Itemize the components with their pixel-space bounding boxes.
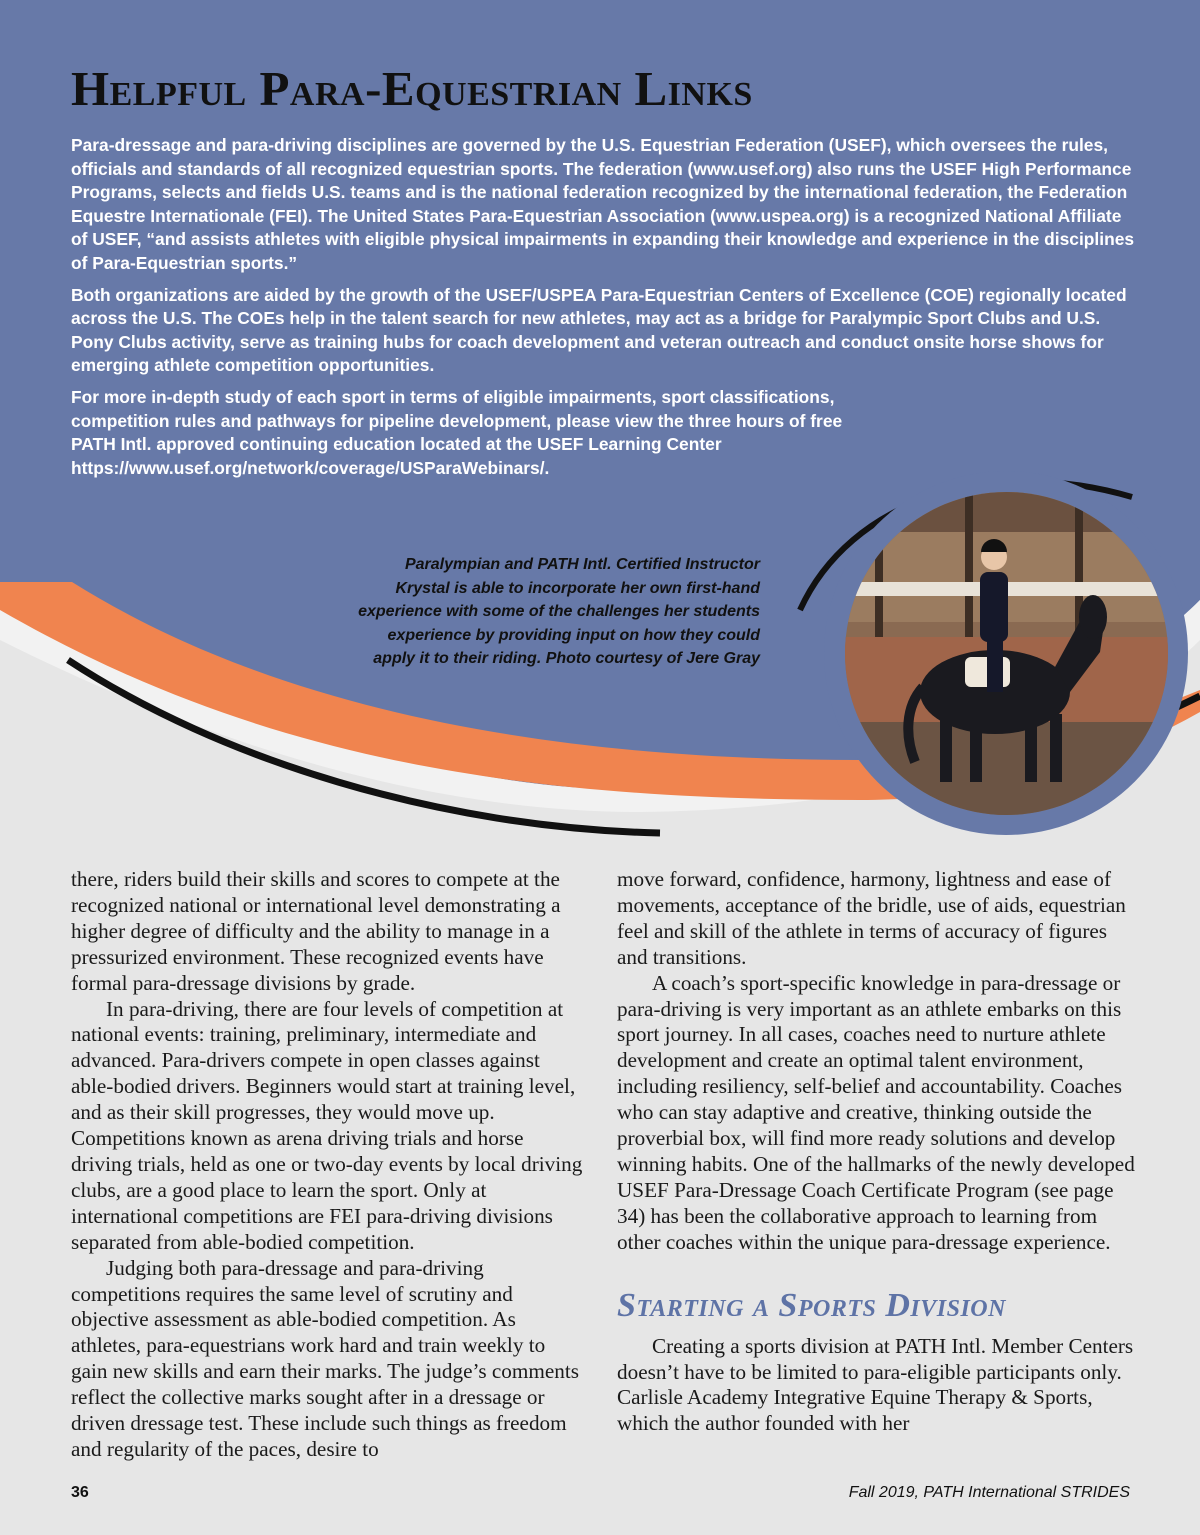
right-column (617, 867, 1142, 1437)
photo-caption: Paralympian and PATH Intl. Certified Instructor Krystal is able to incorporate her own first-hand experience with some of the challenges her students experience by providing input on how they could apply it to their riding. Photo courtesy of Jere Gray (358, 556, 760, 668)
section-heading: Starting a Sports Division (617, 1286, 1006, 1324)
body-paragraph: Judging both para-dressage and para-driving competitions requires the same level of scrutiny and objective assessment as able-bodied competition. As athletes, para-equestrians work hard and train weekly to gain new skills and earn their marks. The judge’s comments reflect the collective marks sought after in a dressage or driven dressage test. These include such things as freedom and regularity of the paces, desire to (71, 1255, 579, 1461)
body-paragraph: Creating a sports division at PATH Intl. Member Centers doesn’t have to be limited to para-eligible participants only. Carlisle Academy Integrative Equine Therapy & Sports, which the author founded with her (617, 1333, 1134, 1436)
body-paragraph: move forward, confidence, harmony, lightness and ease of movements, acceptance of the bridle, use of aids, equestrian feel and skill of the athlete in terms of accuracy of figures and transitions. (617, 867, 1126, 969)
body-paragraph: A coach’s sport-specific knowledge in para-dressage or para-driving is very important as an athlete embarks on this sport journey. In all cases, coaches need to nurture athlete development and create an optimal talent environment, including resiliency, self-belief and accountability. Coaches who can stay adaptive and creative, thinking outside the proverbial box, will find more ready solutions and develop winning habits. One of the hallmarks of the newly developed USEF Para-Dressage Coach Certificate Program (see page 34) has been the collaborative approach to learning from other coaches within the unique para-dressage experience. (617, 970, 1135, 1254)
running-head: Fall 2019, PATH International STRIDES (848, 1484, 1130, 1501)
rider-photo-illustration (845, 492, 1168, 815)
intro-paragraph: Para-dressage and para-driving disciplines are governed by the U.S. Equestrian Federation (USEF), which oversees the rules, officials and standards of all recognized equestrian sports. The federation (www.usef.org) also runs the USEF High Performance Programs, selects and fields U.S. teams and is the national federation recognized by the international federation, the Federation Equestre Internationale (FEI). The United States Para-Equestrian Association (www.uspea.org) is a recognized National Affiliate of USEF, “and assists athletes with eligible physical impairments in expanding their knowledge and experience in the disciplines of Para-Equestrian sports.” (71, 135, 1135, 273)
body-paragraph: In para-driving, there are four levels of competition at national events: training, preliminary, intermediate and advanced. Para-drivers compete in open classes against able-bodied drivers. Beginners would start at training level, and as their skill progresses, they would move up. Competitions known as arena driving trials and horse driving trials, held as one or two-day events by local driving clubs, are a good place to learn the sport. Only at international competitions are FEI para-driving divisions separated from able-bodied competition. (71, 996, 583, 1254)
page-number: 36 (71, 1484, 89, 1501)
body-paragraph: there, riders build their skills and scores to compete at the recognized national or international level demonstrating a higher degree of difficulty and the ability to manage in a pressurized environment. These recognized events have formal para-dressage divisions by grade. (71, 867, 561, 995)
intro-paragraph: For more in-depth study of each sport in terms of eligible impairments, sport classifications, competition rules and pathways for pipeline development, please view the three hours of free PATH Intl. approved continuing education located at the USEF Learning Center https://www.usef.org/network/coverage/USParaWebinars/. (71, 386, 843, 478)
left-column (71, 867, 586, 1463)
intro-paragraph: Both organizations are aided by the growth of the USEF/USPEA Para-Equestrian Centers of Excellence (COE) regionally located across the U.S. The COEs help in the talent search for new athletes, may act as a bridge for Paralympic Sport Clubs and U.S. Pony Clubs activity, serve as training hubs for coach development and veteran outreach and conduct onsite horse shows for emerging athlete competition opportunities. (71, 284, 1127, 376)
page-title: Helpful Para-Equestrian Links (71, 61, 753, 116)
rider-photo (845, 492, 1168, 815)
intro-box (71, 134, 1136, 488)
